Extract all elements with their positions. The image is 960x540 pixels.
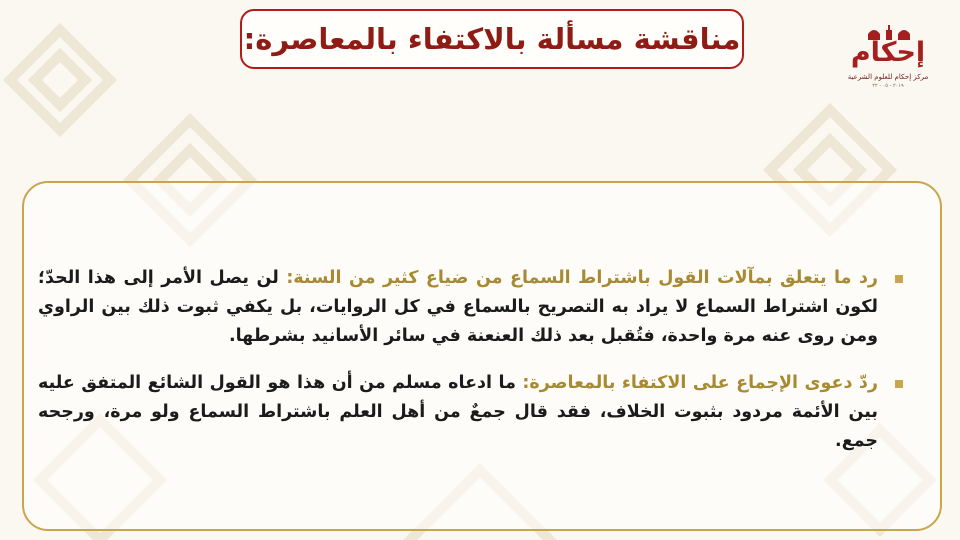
bullet-text <box>38 264 878 351</box>
bullet-list <box>38 264 910 474</box>
content-box <box>22 181 942 531</box>
bullet-text <box>38 369 878 456</box>
bullet-square-icon <box>895 275 903 283</box>
slide-title: مناقشة مسألة بالاكتفاء بالمعاصرة: <box>243 22 741 56</box>
logo-wordmark: إحكام <box>850 37 926 68</box>
logo <box>846 22 930 94</box>
logo-tagline: مركز إحكام للعلوم الشرعية <box>847 73 929 81</box>
list-item <box>38 369 910 456</box>
logo-subline: ٢٠١٩ - ٠٥ - ٢٢ <box>872 83 904 89</box>
bullet-body: ما ادعاه مسلم من أن هذا هو القول الشائع المتفق عليه بين الأئمة مردود بثبوت الخلاف، فقد قال جمعٌ من أهل العلم باشتراط السماع ولو مرة، ورجحه جمع. <box>38 373 878 451</box>
bullet-heading: ردّ دعوى الإجماع على الاكتفاء بالمعاصرة: <box>522 373 878 393</box>
bullet-square-icon <box>895 380 903 388</box>
bullet-heading: رد ما يتعلق بمآلات القول باشتراط السماع من ضياع كثير من السنة: <box>286 268 878 288</box>
bullet-body: لن يصل الأمر إلى هذا الحدّ؛ لكون اشتراط السماع لا يراد به التصريح بالسماع في كل الروايات، بل يكفي ثبوت ذلك بين الراوي ومن روى عنه مرة واحدة، فتُقبل بعد ذلك العنعنة في سائر الأسانيد بشرطها. <box>38 268 878 346</box>
list-item <box>38 264 910 351</box>
slide-title-box <box>240 9 744 69</box>
